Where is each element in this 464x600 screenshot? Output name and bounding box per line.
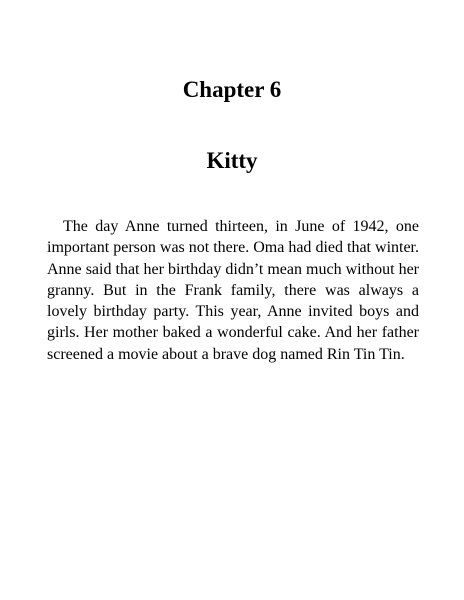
chapter-number-heading: Chapter 6 <box>182 77 282 102</box>
chapter-title-heading: Kitty <box>206 148 258 173</box>
body-paragraph: The day Anne turned thirteen, in June of 1942, one important person was not there. Oma had died that winter. Anne said that her birthday didn’t mean much without her granny. But in the Frank family, there was always a lovely birthday party. This year, Anne invited boys and girls. Her mother baked a wonderful cake. And her father screened a movie about a brave dog named Rin Tin Tin. <box>47 218 419 363</box>
